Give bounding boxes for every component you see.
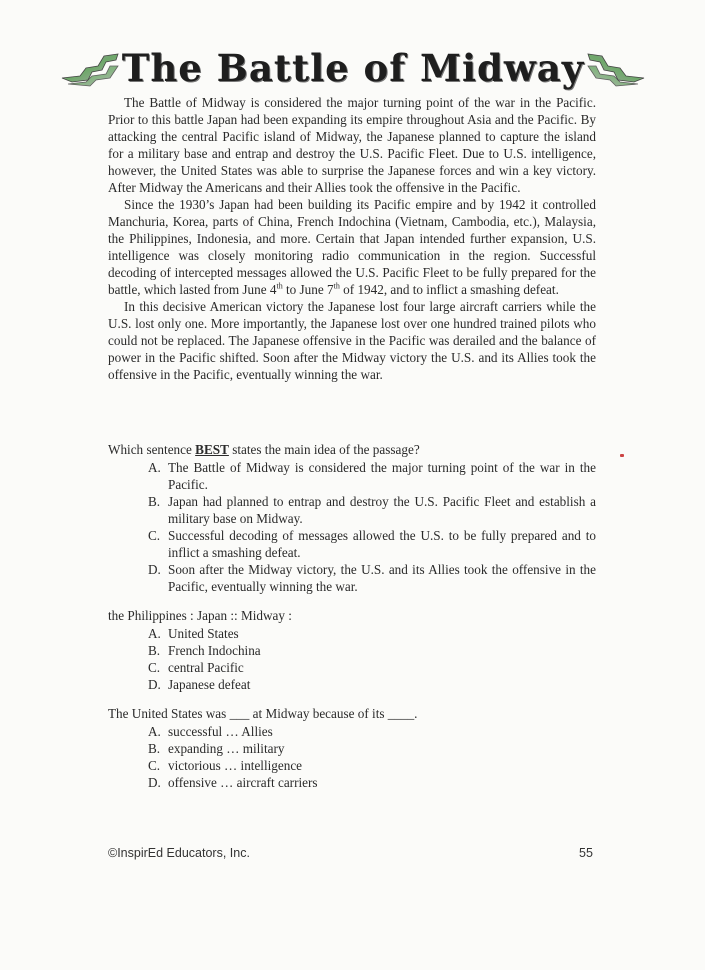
decorative-wing-right-icon — [586, 46, 648, 90]
question-1 — [108, 441, 596, 595]
question-2-options — [108, 625, 596, 693]
option-text: expanding … military — [168, 741, 285, 756]
option-letter: B. — [148, 741, 161, 756]
answer-option-1c[interactable] — [148, 527, 596, 561]
question-3-text: The United States was ___ at Midway because of its ____. — [108, 706, 418, 721]
answer-option-2c[interactable] — [148, 659, 596, 676]
superscript-th-1: th — [276, 281, 283, 291]
option-letter: C. — [148, 660, 161, 675]
question-1-suffix: states the main idea of the passage? — [228, 442, 420, 457]
superscript-th-2: th — [333, 281, 340, 291]
copyright-notice: ©InspirEd Educators, Inc. — [108, 846, 250, 860]
question-1-emphasis: BEST — [195, 442, 229, 457]
option-letter: A. — [148, 460, 161, 475]
answer-option-2b[interactable] — [148, 642, 596, 659]
question-1-prefix: Which sentence — [108, 442, 196, 457]
option-text: offensive … aircraft carriers — [168, 775, 318, 790]
answer-option-1b[interactable] — [148, 493, 596, 527]
question-3-options — [108, 723, 596, 791]
option-text: central Pacific — [168, 660, 244, 675]
page-title: The Battle of Midway — [121, 46, 585, 90]
option-letter: D. — [148, 562, 161, 577]
answer-option-2d[interactable] — [148, 676, 596, 693]
answer-option-3b[interactable] — [148, 740, 596, 757]
option-letter: B. — [148, 643, 161, 658]
passage-paragraph-1: The Battle of Midway is considered the major turning point of the war in the Pacific. Prior to this battle Japan had been expanding its empire throughout Asia and the Pacific. By attacking the central Pacific island of Midway, the Japanese planned to capture the island for a military base and entrap and destroy the U.S. Pacific Fleet. Due to U.S. intelligence, however, the United States was able to surprise the Japanese forces and win a key victory. After Midway the Americans and their Allies took the offensive in the Pacific. — [108, 95, 596, 195]
option-text: Soon after the Midway victory, the U.S. and its Allies took the offensive in the Pacific, eventually winning the war. — [168, 562, 596, 594]
answer-option-2a[interactable] — [148, 625, 596, 642]
option-text: Japanese defeat — [168, 677, 251, 692]
answer-option-1a[interactable] — [148, 459, 596, 493]
question-2-text: the Philippines : Japan :: Midway : — [108, 608, 292, 623]
option-text: French Indochina — [168, 643, 261, 658]
print-speck-mark — [620, 454, 624, 457]
answer-option-3a[interactable] — [148, 723, 596, 740]
option-text: victorious … intelligence — [168, 758, 303, 773]
reading-passage — [108, 94, 596, 383]
option-text: successful … Allies — [168, 724, 273, 739]
paragraph-2-text-c: of 1942, and to inflict a smashing defeat. — [339, 282, 559, 297]
option-text: Japan had planned to entrap and destroy the U.S. Pacific Fleet and establish a military base on Midway. — [168, 494, 596, 526]
option-letter: B. — [148, 494, 161, 509]
answer-option-1d[interactable] — [148, 561, 596, 595]
option-letter: D. — [148, 677, 161, 692]
option-letter: C. — [148, 528, 161, 543]
option-text: The Battle of Midway is considered the major turning point of the war in the Pacific. — [168, 460, 596, 492]
option-letter: D. — [148, 775, 161, 790]
title-banner — [118, 40, 588, 96]
question-1-text — [108, 441, 596, 458]
passage-paragraph-2 — [108, 196, 596, 298]
option-letter: C. — [148, 758, 161, 773]
paragraph-2-text-a: Since the 1930’s Japan had been building its Pacific empire and by 1942 it controlled Manchuria, Korea, parts of China, French Indochina (Vietnam, Cambodia, etc.), Malaysia, the Philippines, Indonesia, and more. Certain that Japan intended further expansion, U.S. intelligence was closely monitoring radio communication in the region. Successful decoding of intercepted messages allowed the U.S. Pacific Fleet to be fully prepared for the battle, which lasted from June 4 — [108, 197, 596, 297]
question-3 — [108, 705, 596, 791]
passage-paragraph-3: In this decisive American victory the Japanese lost four large aircraft carriers while the U.S. lost only one. More importantly, the Japanese lost over one hundred trained pilots who could not be replaced. The Japanese offensive in the Pacific was derailed and the balance of power in the Pacific shifted. Soon after the Midway victory the U.S. and its Allies took the offensive in the Pacific, eventually winning the war. — [108, 299, 596, 382]
question-1-options — [108, 459, 596, 595]
page-number: 55 — [579, 846, 593, 860]
option-letter: A. — [148, 724, 161, 739]
decorative-wing-left-icon — [58, 46, 120, 90]
option-text: United States — [168, 626, 239, 641]
answer-option-3c[interactable] — [148, 757, 596, 774]
option-letter: A. — [148, 626, 161, 641]
question-2 — [108, 607, 596, 693]
paragraph-2-text-b: to June 7 — [282, 282, 334, 297]
option-text: Successful decoding of messages allowed the U.S. to be fully prepared and to inflict a smashing defeat. — [168, 528, 596, 560]
answer-option-3d[interactable] — [148, 774, 596, 791]
